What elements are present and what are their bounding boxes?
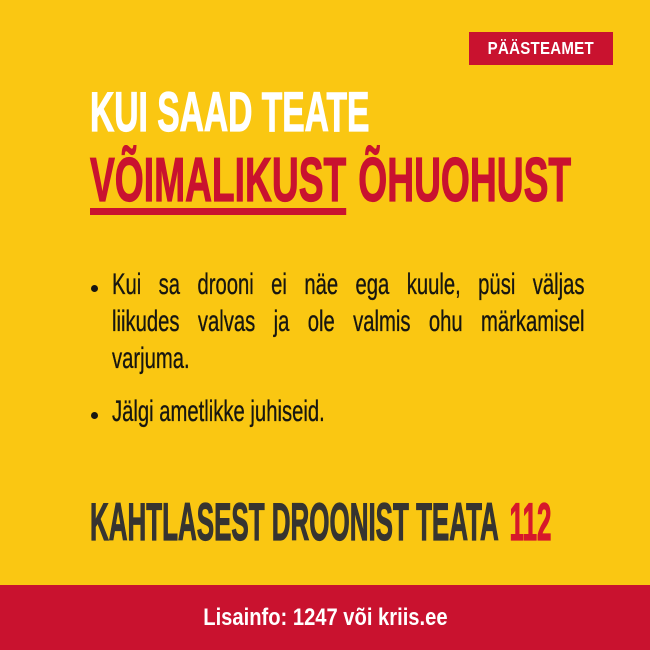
paasteamet-badge [469, 32, 613, 65]
bullet-line: Kui sa drooni ei näe ega kuule, püsi väljas [112, 268, 585, 301]
bullet-line: varjuma. [112, 342, 190, 375]
emergency-number: 112 [509, 493, 552, 552]
footer-bar [0, 585, 650, 650]
bullet-line: liikudes valvas ja ole valmis ohu märkamisel [112, 305, 585, 338]
cta-text: KAHTLASEST DROONIST TEATA [90, 493, 499, 552]
bullet-list [112, 266, 585, 430]
bullet-item [112, 393, 585, 430]
headline-underlined-word: VÕIMALIKUST [90, 146, 347, 215]
badge-label: PÄÄSTEAMET [488, 38, 595, 58]
bullet-line: Jälgi ametlikke juhiseid. [112, 395, 325, 428]
headline-line2-rest: ÕHUOHUST [358, 146, 572, 215]
bullet-item [112, 266, 585, 377]
headline-line2 [90, 146, 572, 215]
bullet-dot [91, 412, 98, 419]
bullet-dot [91, 285, 98, 292]
footer-info-text: Lisainfo: 1247 või kriis.ee [202, 603, 448, 631]
headline-line1: KUI SAAD TEATE [90, 80, 370, 143]
report-cta [90, 493, 552, 552]
